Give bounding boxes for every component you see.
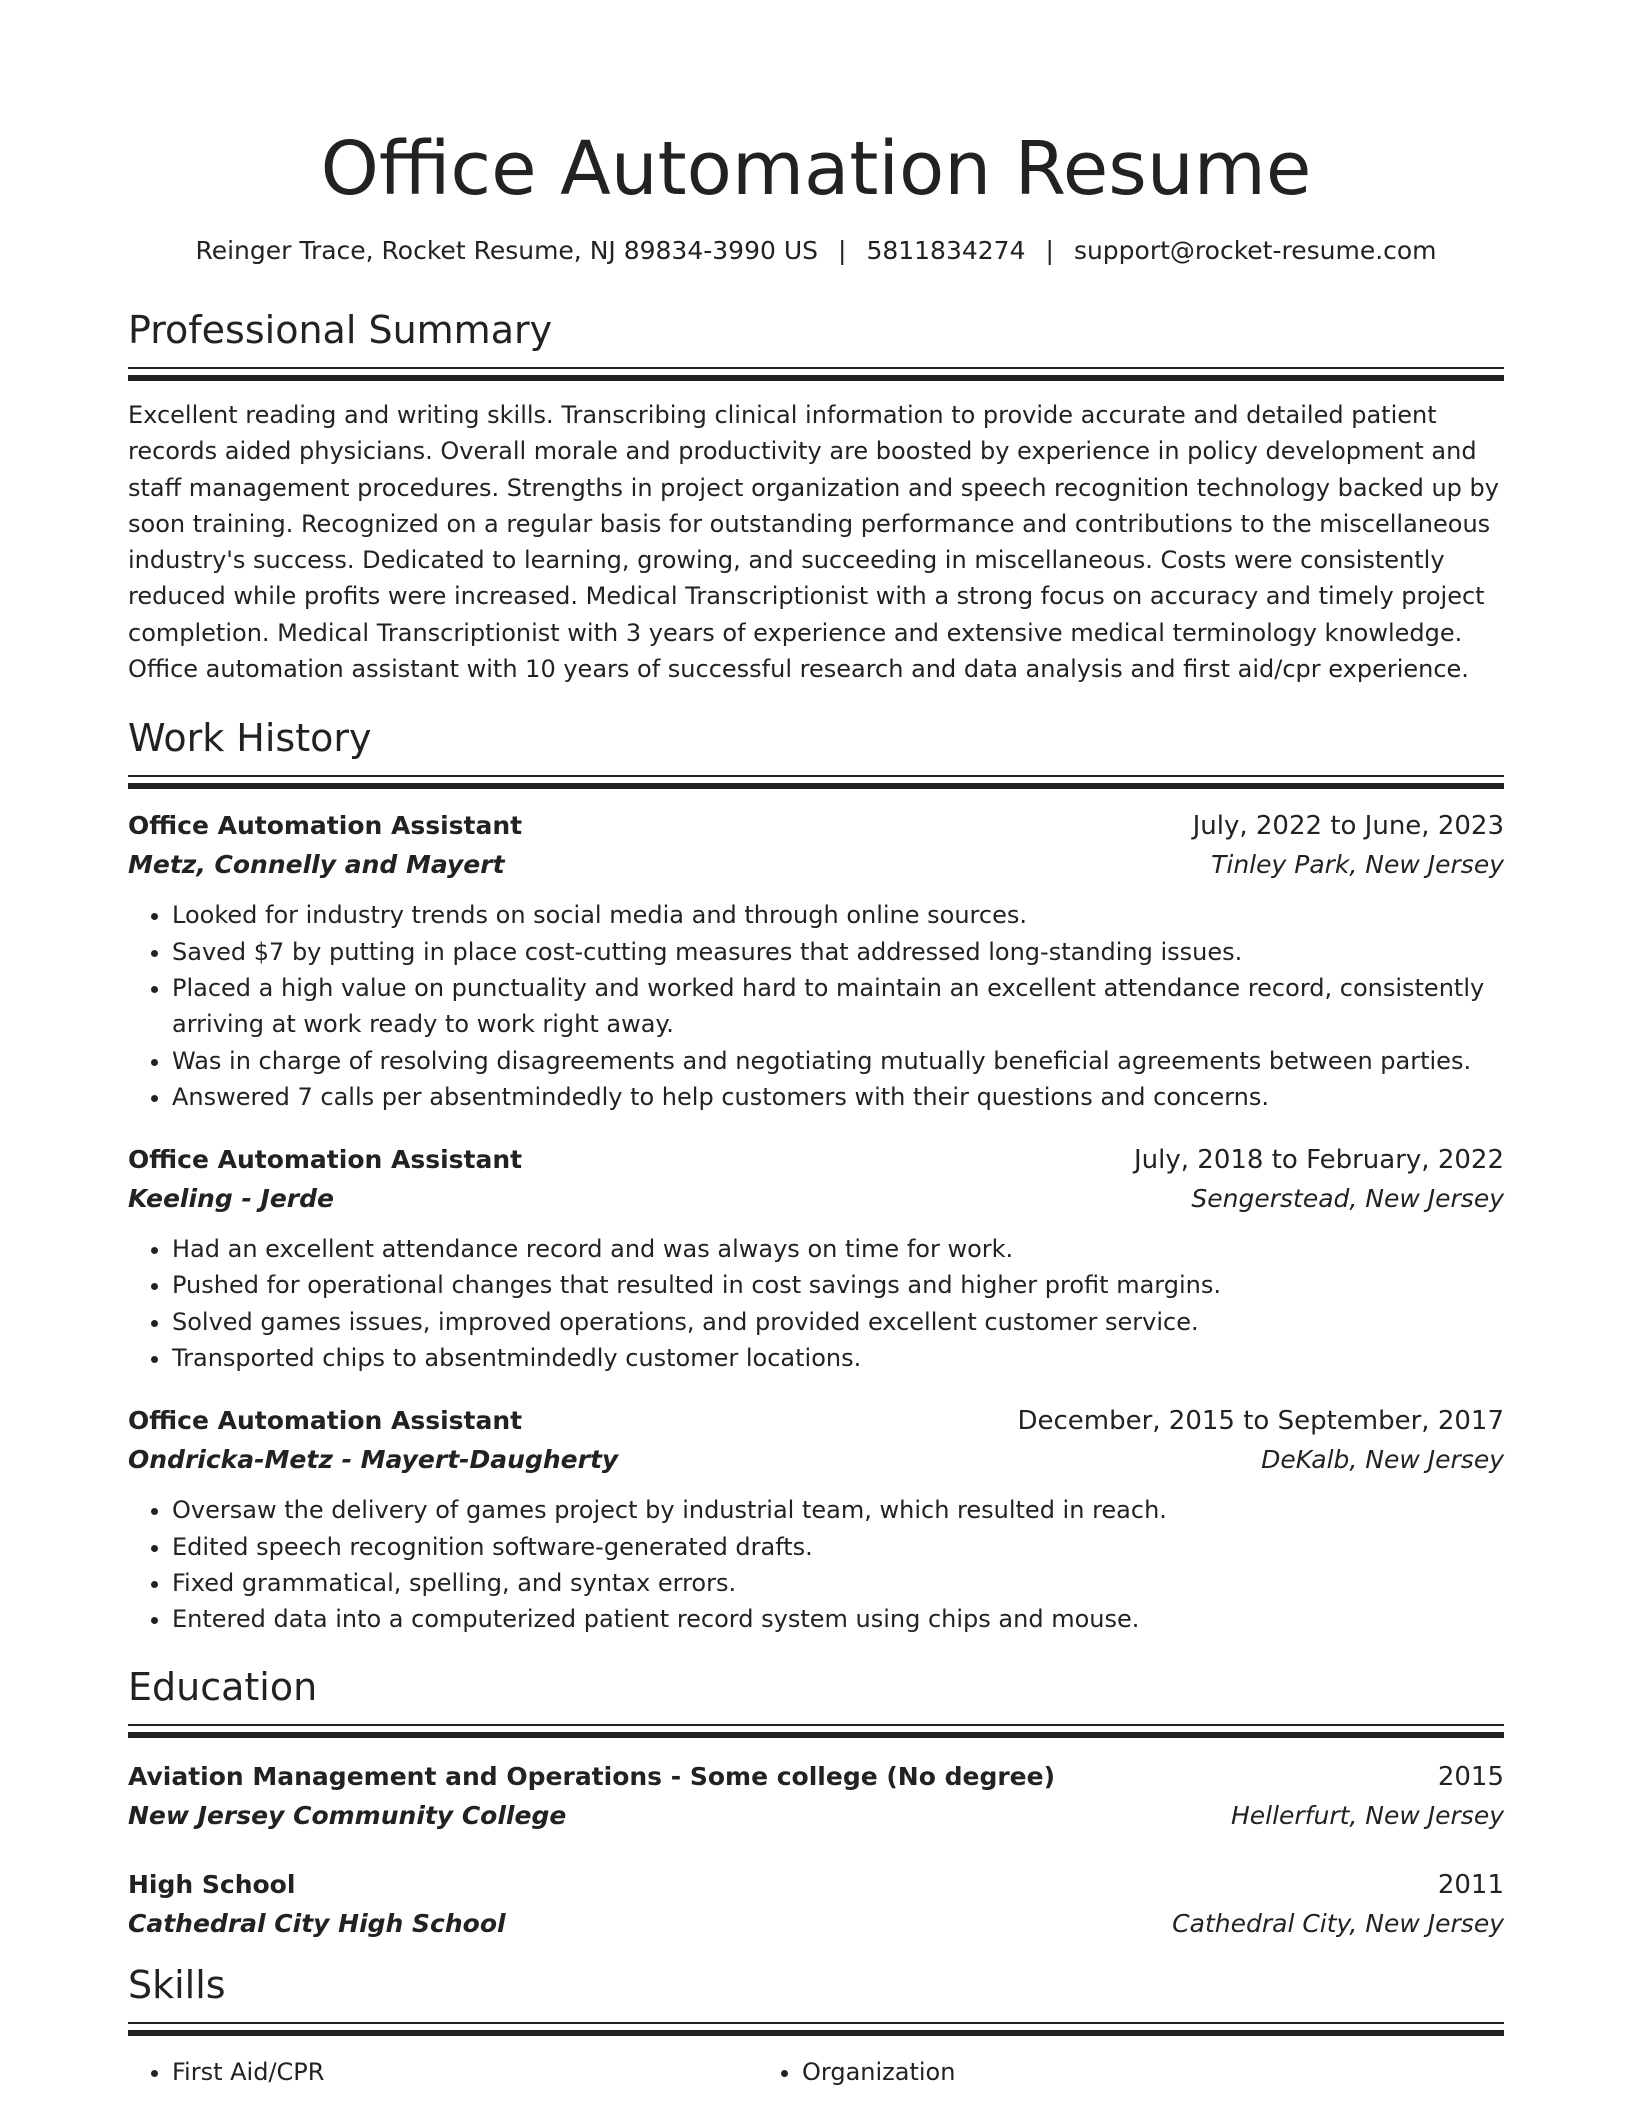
job-company: Keeling - Jerde [128,1184,334,1214]
contact-email[interactable]: support@rocket-resume.com [1073,236,1437,265]
list-item: • Solved games issues, improved operations, and provided excellent customer service. [172,1304,1504,1340]
job-duties [128,1231,1504,1376]
graduation-year: 2011 [1437,1869,1504,1900]
contact-phone: 5811834274 [866,236,1026,265]
section-divider [128,1724,1504,1740]
skills-column-right [758,2054,1388,2090]
list-item: • Edited speech recognition software-generated drafts. [172,1529,1504,1565]
list-item: • Was in charge of resolving disagreements and negotiating mutually beneficial agreements between parties. [172,1043,1504,1079]
section-title-summary: Professional Summary [128,308,553,352]
job-entry [128,807,1504,1115]
school-name: New Jersey Community College [128,1800,567,1830]
job-duties [128,897,1504,1115]
list-item: • Transported chips to absentmindedly customer locations. [172,1340,1504,1376]
list-item: • Had an excellent attendance record and was always on time for work. [172,1231,1504,1267]
list-item: • Oversaw the delivery of games project by industrial team, which resulted in reach. [172,1492,1504,1528]
graduation-year: 2015 [1437,1761,1504,1792]
job-entry [128,1402,1504,1637]
resume-page [128,0,1504,2090]
section-divider [128,2022,1504,2038]
job-dates: December, 2015 to September, 2017 [1017,1406,1504,1437]
summary-section [128,305,1504,687]
list-item: • Fixed grammatical, spelling, and syntax errors. [172,1565,1504,1601]
school-location: Cathedral City, New Jersey [1172,1908,1504,1938]
job-location: DeKalb, New Jersey [1261,1445,1504,1475]
section-title-skills: Skills [128,1962,226,2007]
degree-name: High School [128,1869,296,1899]
section-divider [128,775,1504,791]
education-entry [128,1866,1504,1944]
job-duties [128,1492,1504,1637]
section-divider [128,367,1504,383]
list-item: • Entered data into a computerized patient record system using chips and mouse. [172,1601,1504,1637]
section-title-work-history: Work History [128,716,372,761]
contact-separator: | [838,236,847,265]
job-title: Office Automation Assistant [128,1145,523,1175]
section-title-education: Education [128,1664,318,1709]
school-location: Hellerfurt, New Jersey [1230,1800,1504,1830]
skills-section [128,1960,1504,2090]
contact-address: Reinger Trace, Rocket Resume, NJ 89834-3990 US [195,236,818,265]
education-section [128,1662,1504,1944]
list-item: • Looked for industry trends on social media and through online sources. [172,897,1504,933]
list-item: • Saved $7 by putting in place cost-cutting measures that addressed long-standing issues. [172,934,1504,970]
skill-item: • First Aid/CPR [172,2054,758,2090]
job-location: Tinley Park, New Jersey [1211,850,1504,880]
skill-item: • Organization [802,2054,1388,2090]
contact-line [128,234,1504,268]
job-dates: July, 2022 to June, 2023 [1192,811,1504,842]
list-item: • Pushed for operational changes that resulted in cost savings and higher profit margins. [172,1267,1504,1303]
resume-title: Office Automation Resume [320,126,1312,212]
skills-list [128,2054,1504,2090]
job-entry [128,1141,1504,1376]
job-title: Office Automation Assistant [128,1406,523,1436]
job-location: Sengerstead, New Jersey [1191,1184,1504,1214]
education-entry [128,1758,1504,1836]
work-history-section [128,713,1504,1637]
job-dates: July, 2018 to February, 2022 [1134,1145,1504,1176]
job-title: Office Automation Assistant [128,811,523,841]
skills-column-left [128,2054,758,2090]
job-company: Ondricka-Metz - Mayert-Daugherty [128,1445,619,1475]
degree-name: Aviation Management and Operations - Some college (No degree) [128,1761,1056,1791]
contact-separator: | [1045,236,1054,265]
job-company: Metz, Connelly and Mayert [128,850,505,880]
list-item: • Placed a high value on punctuality and worked hard to maintain an excellent attendance record, consistently arriving at work ready to work right away. [172,970,1504,1043]
school-name: Cathedral City High School [128,1908,506,1938]
list-item: • Answered 7 calls per absentmindedly to help customers with their questions and concerns. [172,1079,1504,1115]
summary-text: Excellent reading and writing skills. Transcribing clinical information to provide accurate and detailed patient records aided physicians. Overall morale and productivity are boosted by experience in policy development and staff management procedures. Strengths in project organization and speech recognition technology backed up by soon training. Recognized on a regular basis for outstanding performance and contributions to the miscellaneous industry's success. Dedicated to learning, growing, and succeeding in miscellaneous. Costs were consistently reduced while profits were increased. Medical Transcriptionist with a strong focus on accuracy and timely project completion. Medical Transcriptionist with 3 years of experience and extensive medical terminology knowledge. Office automation assistant with 10 years of successful research and data analysis and first aid/cpr experience. [128,401,1499,684]
